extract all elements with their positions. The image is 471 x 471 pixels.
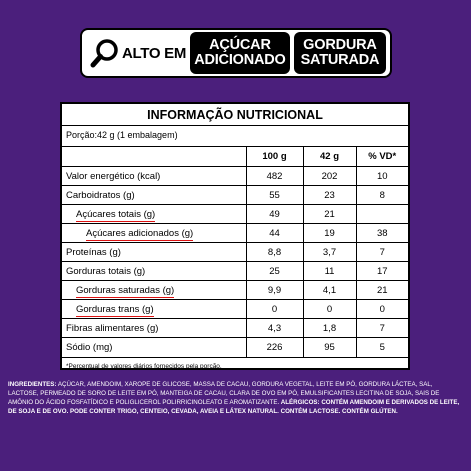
row-value-vd (356, 205, 408, 224)
row-label (62, 281, 246, 300)
row-value-100g: 9,9 (246, 281, 303, 300)
seal-added-sugar-line2: ADICIONADO (194, 52, 286, 68)
warning-seal (80, 28, 392, 78)
allergens-statement: ALÉRGICOS: CONTÉM AMENDOIM E DERIVADOS DE LEITE, DE SOJA E DE OVO. PODE CONTER TRIGO, CENTEIO, CEVADA, AVEIA E LÁTEX NATURAL. CONTÉM LACTOSE. CONTÉM GLÚTEN. (8, 399, 460, 415)
row-value-42g: 95 (303, 338, 356, 357)
seal-saturated-fat-line2: SATURADA (300, 52, 380, 68)
seal-lead (86, 32, 186, 74)
nutrition-title: INFORMAÇÃO NUTRICIONAL (62, 104, 408, 126)
row-value-100g: 44 (246, 224, 303, 243)
nutrition-header-row (62, 147, 408, 167)
row-label (62, 300, 246, 319)
row-value-100g: 4,3 (246, 319, 303, 338)
row-value-42g: 11 (303, 262, 356, 281)
row-value-100g: 49 (246, 205, 303, 224)
row-value-42g: 19 (303, 224, 356, 243)
row-value-100g: 482 (246, 167, 303, 186)
row-label: Gorduras totais (g) (62, 262, 246, 281)
table-row (62, 319, 408, 338)
row-label-text: Açúcares adicionados (g) (86, 227, 194, 239)
ingredients-label: INGREDIENTES: (8, 381, 57, 388)
magnifier-icon (90, 38, 120, 68)
row-label: Valor energético (kcal) (62, 167, 246, 186)
header-vd: % VD* (356, 147, 408, 167)
table-row (62, 224, 408, 243)
nutrition-facts-panel (60, 102, 410, 370)
row-value-42g: 202 (303, 167, 356, 186)
table-row (62, 205, 408, 224)
table-row (62, 243, 408, 262)
row-label: Proteínas (g) (62, 243, 246, 262)
table-row (62, 338, 408, 357)
table-row (62, 186, 408, 205)
row-value-vd: 8 (356, 186, 408, 205)
row-value-vd: 0 (356, 300, 408, 319)
ingredients-list: AÇÚCAR, AMENDOIM, XAROPE DE GLICOSE, MASSA DE CACAU, GORDURA VEGETAL, LEITE EM PÓ, GORDURA LÁCTEA, SAL, LACTOSE, PERMEADO DE SORO DE LEITE EM PÓ, MANTEIGA DE CACAU, CLARA DE OVO EM PÓ, EMULSIFICANTES LECITINA DE SOJA, SAIS DE AMÔNIO DO ÁCIDO FOSFATÍDICO E POLIGLICEROL POLIRRICINOLEATO E AROMATIZANTE. (8, 381, 440, 406)
row-label-text: Açúcares totais (g) (76, 208, 156, 220)
row-value-42g: 3,7 (303, 243, 356, 262)
row-value-vd: 21 (356, 281, 408, 300)
row-label-text: Gorduras saturadas (g) (76, 284, 175, 296)
table-row (62, 167, 408, 186)
table-row (62, 300, 408, 319)
row-value-42g: 4,1 (303, 281, 356, 300)
nutrition-footnote: *Percentual de valores diários fornecidos pela porção. (62, 357, 408, 375)
row-value-100g: 226 (246, 338, 303, 357)
row-value-100g: 8,8 (246, 243, 303, 262)
seal-saturated-fat-line1: GORDURA (303, 37, 377, 53)
row-value-42g: 0 (303, 300, 356, 319)
ingredients-text (8, 380, 464, 416)
seal-lead-text: ALTO EM (122, 44, 187, 62)
row-value-vd: 5 (356, 338, 408, 357)
seal-added-sugar (190, 32, 290, 74)
row-value-42g: 21 (303, 205, 356, 224)
table-row (62, 281, 408, 300)
row-value-42g: 1,8 (303, 319, 356, 338)
row-value-100g: 0 (246, 300, 303, 319)
row-value-42g: 23 (303, 186, 356, 205)
row-label (62, 224, 246, 243)
nutrition-table (62, 146, 408, 357)
header-42g: 42 g (303, 147, 356, 167)
row-value-vd: 7 (356, 319, 408, 338)
header-blank (62, 147, 246, 167)
row-value-100g: 25 (246, 262, 303, 281)
seal-added-sugar-line1: AÇÚCAR (209, 37, 271, 53)
row-value-100g: 55 (246, 186, 303, 205)
row-label: Sódio (mg) (62, 338, 246, 357)
row-value-vd: 10 (356, 167, 408, 186)
row-label (62, 205, 246, 224)
row-label: Carboidratos (g) (62, 186, 246, 205)
table-row (62, 262, 408, 281)
row-value-vd: 7 (356, 243, 408, 262)
header-100g: 100 g (246, 147, 303, 167)
seal-saturated-fat (294, 32, 386, 74)
row-value-vd: 38 (356, 224, 408, 243)
row-label-text: Gorduras trans (g) (76, 303, 154, 315)
row-label: Fibras alimentares (g) (62, 319, 246, 338)
portion-size: Porção:42 g (1 embalagem) (66, 130, 178, 140)
row-value-vd: 17 (356, 262, 408, 281)
